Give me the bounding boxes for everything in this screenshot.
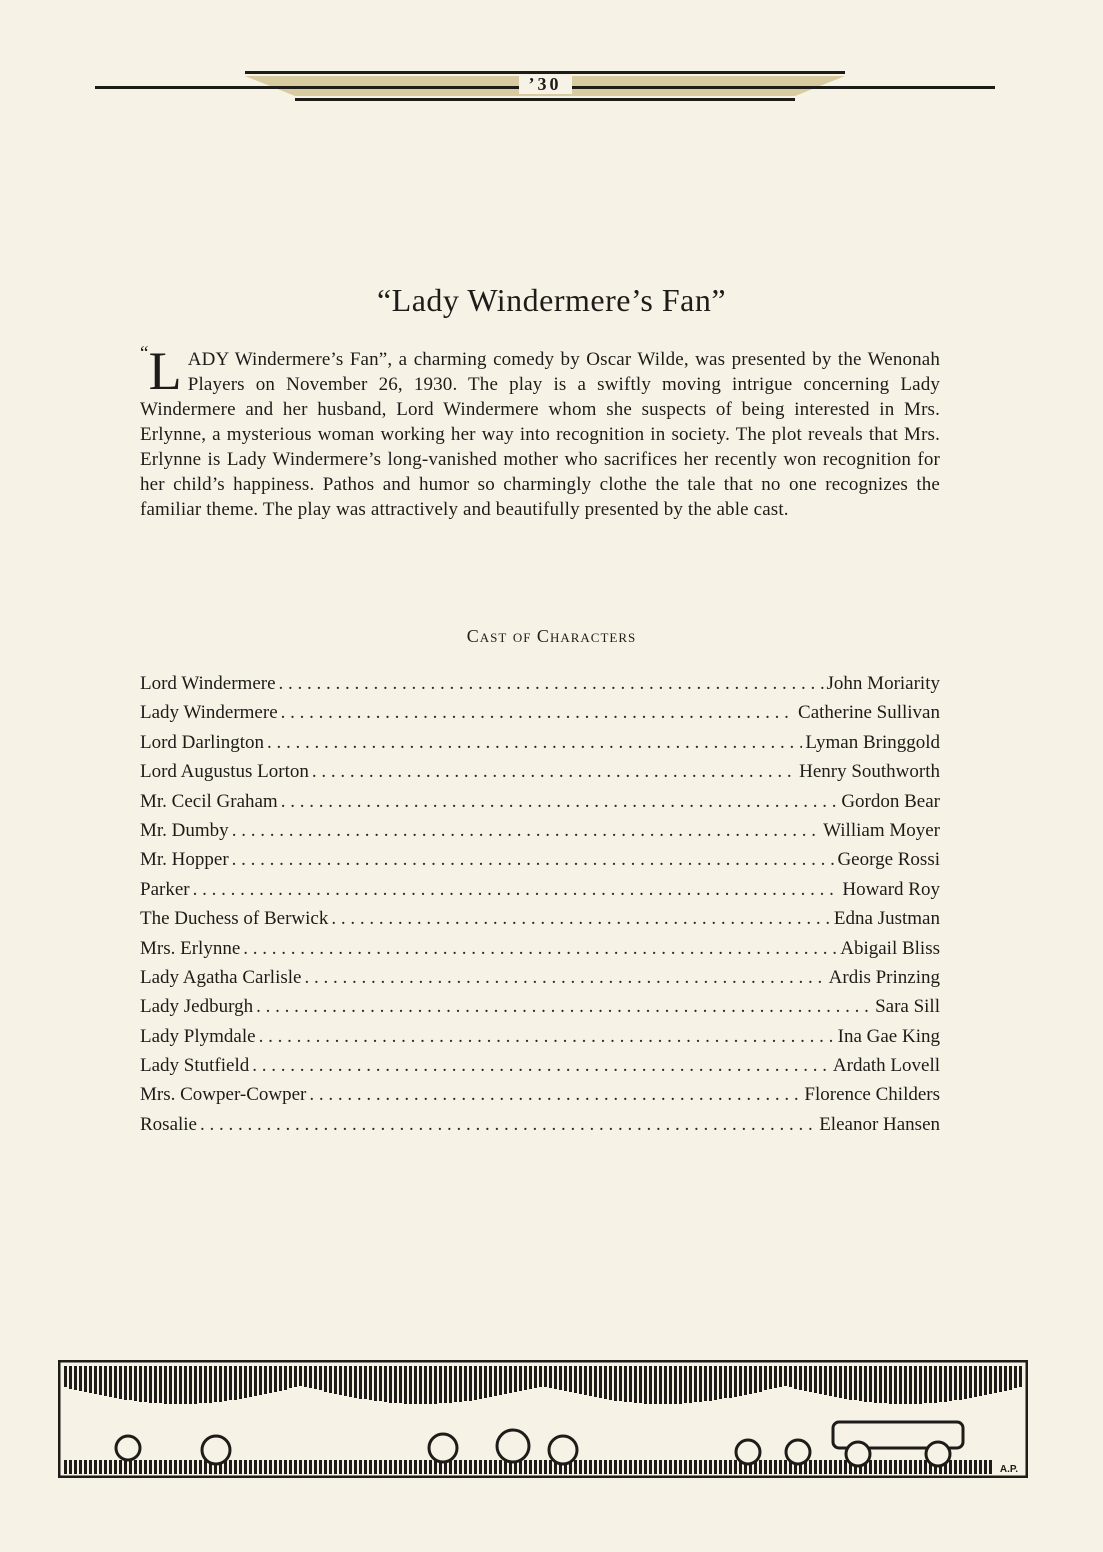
intro-text: ADY Windermere’s Fan”, a charming comedy by Oscar Wilde, was presented by the Wenonah Players on November 26, 1930. The play is a swiftly moving intrigue concerning Lady Windermere and her husband, Lord Windermere whom she suspects of being interested in Mrs. Erlynne, a mysterious woman working her way into recognition in society. The plot reveals that Mrs. Erlynne is Lady Windermere’s long-vanished mother who sacrifices her recently won recognition for her child’s happiness. Pathos and humor so charmingly clothe the tale that no one recognizes the familiar theme. The play was attractively and beautifully presented by the able cast.	[140, 349, 940, 520]
artist-signature: A.P.	[999, 1464, 1019, 1475]
cast-row	[140, 1051, 940, 1080]
cast-row	[140, 875, 940, 904]
cast-row	[140, 845, 940, 874]
cast-row	[140, 1080, 940, 1109]
carriage-frieze-illustration	[58, 1360, 1028, 1478]
actor-name: Ardis Prinzing	[828, 966, 940, 988]
leader-dots	[256, 992, 872, 1021]
leader-dots	[252, 1051, 830, 1080]
cast-row	[140, 669, 940, 698]
cast-row	[140, 934, 940, 963]
cast-row	[140, 1022, 940, 1051]
character-name: Mrs. Erlynne	[140, 937, 241, 959]
opening-quote: “	[140, 343, 149, 364]
intro-paragraph	[140, 341, 940, 522]
character-name: The Duchess of Berwick	[140, 908, 329, 930]
cast-row	[140, 963, 940, 992]
year-label: ’30	[95, 74, 995, 95]
actor-name: Henry Southworth	[799, 761, 940, 783]
actor-name: Lyman Bringgold	[805, 731, 940, 753]
character-name: Mr. Dumby	[140, 819, 229, 841]
actor-name: Florence Childers	[804, 1084, 940, 1106]
character-name: Mr. Hopper	[140, 849, 229, 871]
character-name: Lord Augustus Lorton	[140, 761, 309, 783]
actor-name: Sara Sill	[875, 996, 940, 1018]
actor-name: Edna Justman	[833, 908, 940, 930]
leader-dots	[281, 698, 795, 727]
actor-name: Gordon Bear	[841, 790, 940, 812]
cast-row	[140, 698, 940, 727]
character-name: Mrs. Cowper-Cowper	[140, 1084, 307, 1106]
cast-row	[140, 787, 940, 816]
leader-dots	[304, 963, 825, 992]
leader-dots	[312, 757, 796, 786]
leader-dots	[232, 845, 835, 874]
actor-name: Eleanor Hansen	[819, 1113, 940, 1135]
leader-dots	[232, 816, 820, 845]
page-title: “Lady Windermere’s Fan”	[376, 282, 727, 318]
actor-name: Abigail Bliss	[840, 937, 940, 959]
drop-cap: L	[148, 341, 182, 401]
cast-row	[140, 904, 940, 933]
actor-name: Ardath Lovell	[832, 1055, 940, 1077]
character-name: Rosalie	[140, 1113, 197, 1135]
character-name: Lady Stutfield	[140, 1055, 250, 1077]
leader-dots	[309, 1080, 801, 1109]
character-name: Lord Windermere	[140, 673, 276, 694]
leader-dots	[281, 787, 839, 816]
actor-name: Ina Gae King	[837, 1025, 940, 1047]
character-name: Mr. Cecil Graham	[140, 790, 278, 812]
cast-row	[140, 728, 940, 757]
header-rule	[95, 68, 995, 104]
leader-dots	[279, 669, 824, 698]
character-name: Lady Windermere	[140, 702, 278, 724]
actor-name: William Moyer	[823, 819, 940, 841]
leader-dots	[267, 728, 802, 757]
leader-dots	[259, 1022, 835, 1051]
character-name: Parker	[140, 878, 190, 900]
leader-dots	[193, 875, 840, 904]
leader-dots	[200, 1110, 816, 1139]
actor-name: John Moriarity	[826, 673, 940, 694]
character-name: Lord Darlington	[140, 731, 265, 753]
cast-row	[140, 1110, 940, 1139]
cast-list	[140, 669, 940, 1139]
actor-name: Catherine Sullivan	[798, 702, 940, 724]
cast-heading: Cast of Characters	[466, 626, 637, 646]
character-name: Lady Jedburgh	[140, 996, 254, 1018]
cast-row	[140, 816, 940, 845]
actor-name: Howard Roy	[842, 878, 940, 900]
character-name: Lady Plymdale	[140, 1025, 256, 1047]
leader-dots	[331, 904, 831, 933]
cast-row	[140, 992, 940, 1021]
actor-name: George Rossi	[837, 849, 940, 871]
cast-row	[140, 757, 940, 786]
character-name: Lady Agatha Carlisle	[140, 966, 302, 988]
leader-dots	[243, 934, 837, 963]
